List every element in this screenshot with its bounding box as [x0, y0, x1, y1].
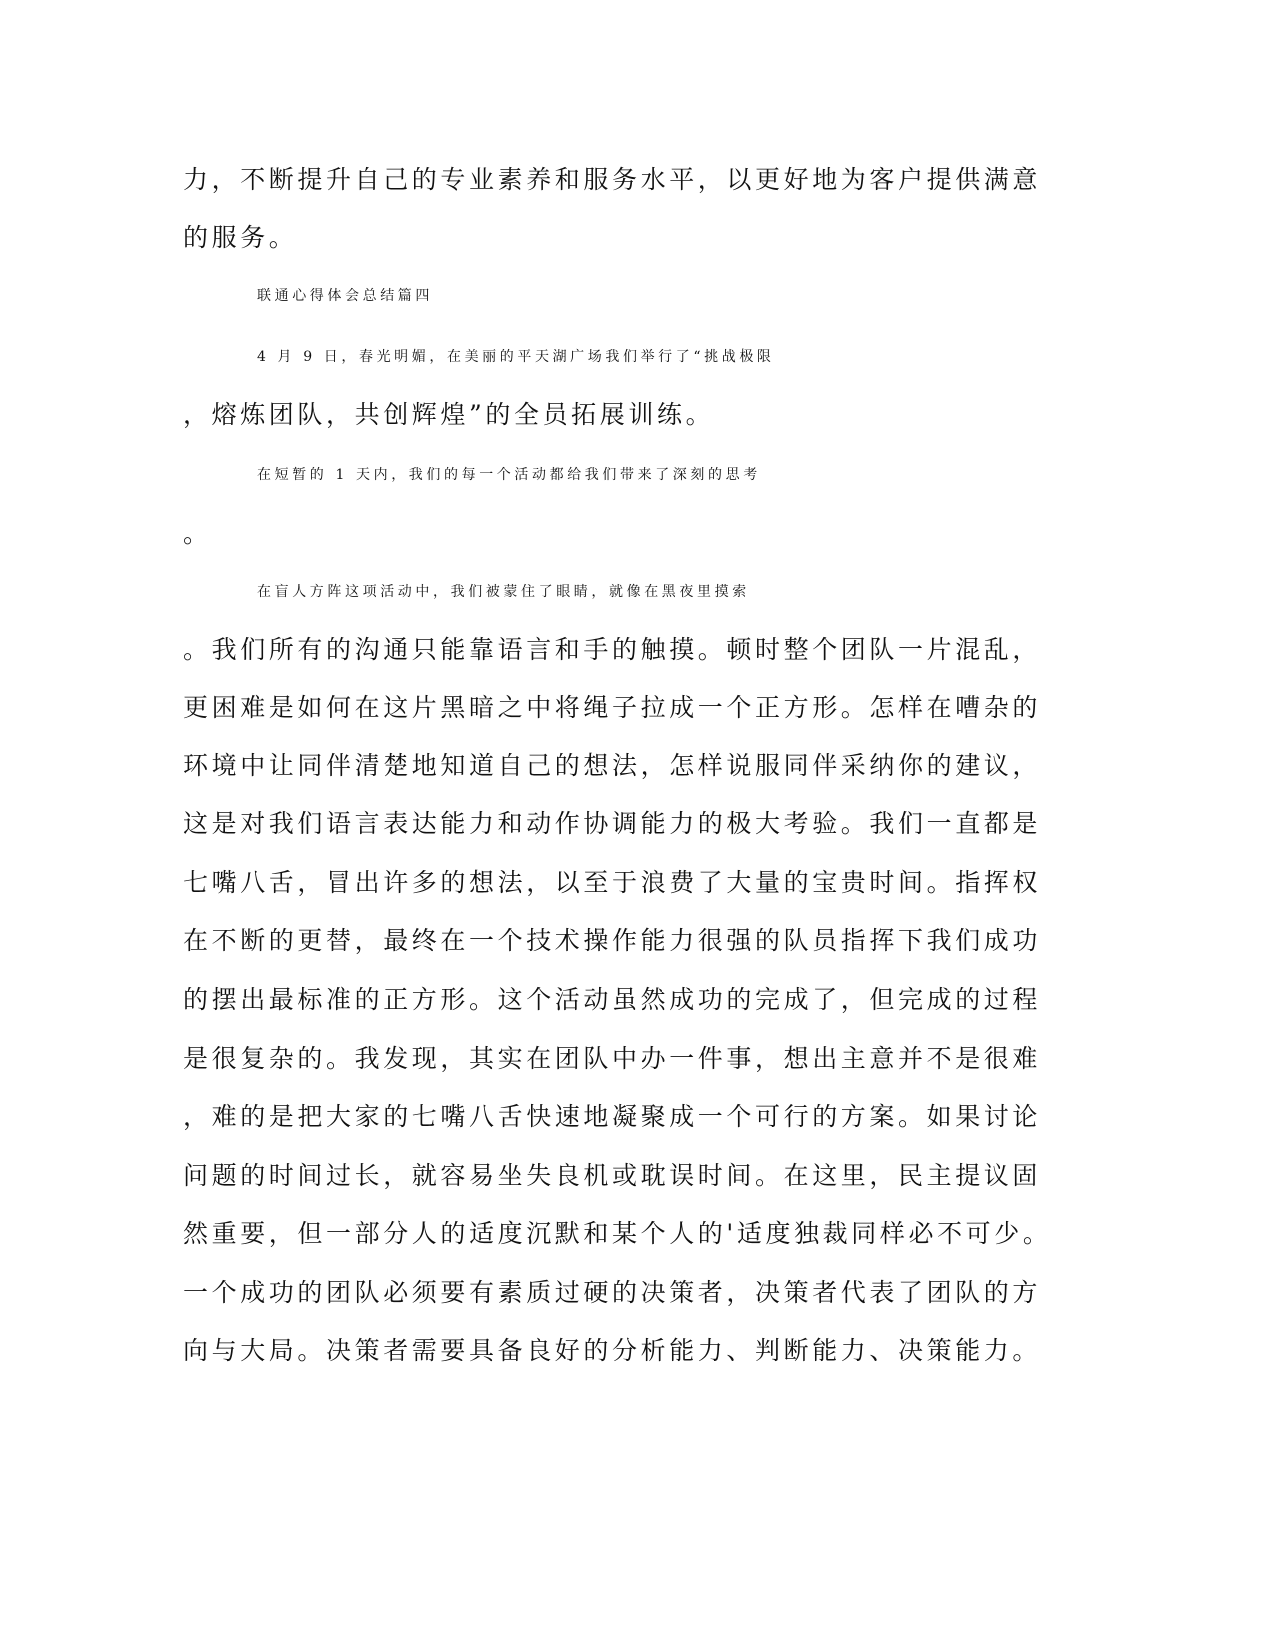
body-text-line: 在短暂的 1 天内，我们的每一个活动都给我们带来了深刻的思考 [257, 467, 761, 483]
body-text-line: 。我们所有的沟通只能靠语言和手的触摸。顿时整个团队一片混乱， [183, 635, 1042, 664]
body-text-line: 的摆出最标准的正方形。这个活动虽然成功的完成了，但完成的过程 [183, 985, 1042, 1014]
body-text-line: 。 [183, 519, 212, 548]
body-text-line: ，熔炼团队，共创辉煌”的全员拓展训练。 [183, 400, 715, 429]
body-text-line: 在不断的更替，最终在一个技术操作能力很强的队员指挥下我们成功 [183, 926, 1042, 955]
body-text-line: 力，不断提升自己的专业素养和服务水平，以更好地为客户提供满意 [183, 165, 1042, 194]
body-text-line: 更困难是如何在这片黑暗之中将绳子拉成一个正方形。怎样在嘈杂的 [183, 693, 1042, 722]
body-text-line: 向与大局。决策者需要具备良好的分析能力、判断能力、决策能力。 [183, 1336, 1042, 1365]
body-text-line: 问题的时间过长，就容易坐失良机或耽误时间。在这里，民主提议固 [183, 1161, 1042, 1190]
body-text-line: ，难的是把大家的七嘴八舌快速地凝聚成一个可行的方案。如果讨论 [183, 1102, 1042, 1131]
body-text-line: 环境中让同伴清楚地知道自己的想法，怎样说服同伴采纳你的建议， [183, 751, 1042, 780]
body-text-line: 是很复杂的。我发现，其实在团队中办一件事，想出主意并不是很难 [183, 1044, 1042, 1073]
body-text-line: 在盲人方阵这项活动中，我们被蒙住了眼睛，就像在黑夜里摸索 [257, 584, 750, 600]
section-heading: 联通心得体会总结篇四 [257, 288, 433, 304]
body-text-line: 4 月 9 日，春光明媚，在美丽的平天湖广场我们举行了“挑战极限 [257, 349, 775, 365]
body-text-line: 一个成功的团队必须要有素质过硬的决策者，决策者代表了团队的方 [183, 1278, 1042, 1307]
body-text-line: 然重要，但一部分人的适度沉默和某个人的'适度独裁同样必不可少。 [183, 1219, 1052, 1248]
body-text-line: 的服务。 [183, 223, 298, 252]
body-text-line: 这是对我们语言表达能力和动作协调能力的极大考验。我们一直都是 [183, 809, 1042, 838]
body-text-line: 七嘴八舌，冒出许多的想法，以至于浪费了大量的宝贵时间。指挥权 [183, 868, 1042, 897]
